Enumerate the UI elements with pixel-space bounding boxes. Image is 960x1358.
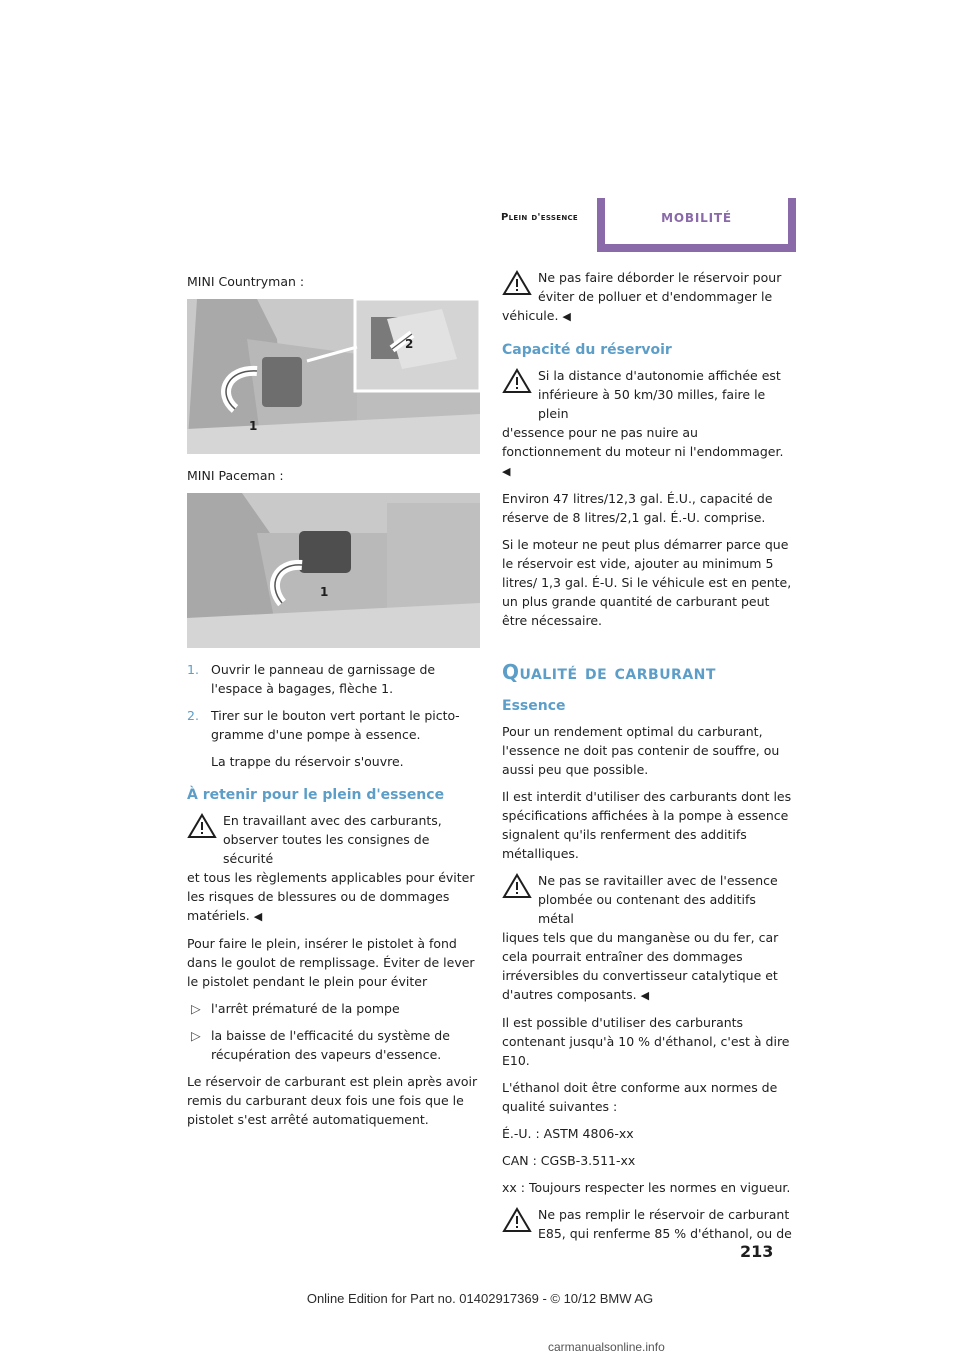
- end-mark: ◀: [562, 310, 571, 323]
- caption-countryman: MINI Countryman :: [187, 274, 305, 289]
- end-mark: ◀: [253, 910, 263, 923]
- bullet-arrow: ▷: [191, 1028, 201, 1043]
- page-number: 213: [740, 1242, 774, 1261]
- para-us: É.-U. : ASTM 4806-xx: [502, 1126, 634, 1141]
- para-ethanol: Il est possible d'utiliser des carburants contenant jusqu'à 10 % d'éthanol, c'est à dire E10.: [502, 1015, 790, 1068]
- warning-icon: [502, 873, 532, 899]
- heading-qualite: Qualité de carburant: [502, 660, 716, 684]
- step-2-result: La trappe du réservoir s'ouvre.: [211, 754, 404, 769]
- paceman-trunk-illustration: [187, 493, 480, 648]
- end-mark: ◀: [640, 989, 650, 1002]
- chapter-tab: [597, 198, 796, 252]
- para-environ: Environ 47 litres/12,3 gal. É.U., capacité de réserve de 8 litres/2,1 gal. É.-U. comprise.: [502, 491, 773, 525]
- warning-deborder: Ne pas faire déborder le réservoir pour éviter de polluer et d'endommager le véhicule. ◀: [502, 270, 782, 323]
- figure-label-2: 2: [405, 337, 414, 351]
- figure-paceman: [187, 493, 480, 648]
- chapter-title: MOBILITÉ: [605, 198, 788, 244]
- heading-retenir: À retenir pour le plein d'essence: [187, 787, 445, 803]
- heading-capacite: Capacité du réservoir: [502, 342, 672, 358]
- figure-label-1: 1: [320, 585, 329, 599]
- footer-edition: Online Edition for Part no. 01402917369 - © 10/12 BMW AG: [306, 1291, 654, 1306]
- left-column: [187, 272, 480, 1137]
- warning-autonomie: Si la distance d'autonomie affichée est inférieure à 50 km/30 milles, faire le plein d'essence pour ne pas nuire au fonctionnement du moteur ni l'endommager. ◀: [502, 368, 784, 478]
- bullet-2: ▷ la baisse de l'efficacité du système de récupération des vapeurs d'essence.: [191, 1028, 450, 1062]
- para-interdit: Il est interdit d'utiliser des carburants dont les spécifications affichées à la pompe à essence signalent qu'ils renferment des additifs métalliques.: [502, 789, 792, 861]
- warning-icon: [502, 1207, 532, 1233]
- running-header: Plein d'essence: [501, 212, 578, 223]
- figure-countryman: [187, 299, 480, 454]
- warning-icon: [502, 270, 532, 296]
- para-plein: Pour faire le plein, insérer le pistolet à fond dans le goulot de remplissage. Éviter de lever le pistolet pendant le plein pour éviter: [187, 936, 475, 989]
- para-normes: L'éthanol doit être conforme aux normes de qualité suivantes :: [502, 1080, 778, 1114]
- bullet-arrow: ▷: [191, 1001, 201, 1016]
- right-column: [502, 268, 795, 1251]
- step-2: 2. Tirer sur le bouton vert portant le pictogramme d'une pompe à essence.: [187, 708, 460, 742]
- bullet-1: ▷ l'arrêt prématuré de la pompe: [191, 1001, 400, 1016]
- heading-essence: Essence: [502, 698, 566, 714]
- warning-carburants: En travaillant avec des carburants, observer toutes les consignes de sécurité et tous les règlements applicables pour éviter les risques de blessures ou de dommages matériels. ◀: [187, 813, 475, 923]
- countryman-trunk-illustration: [187, 299, 480, 454]
- para-moteur: Si le moteur ne peut plus démarrer parce que le réservoir est vide, ajouter au minimum 5 litres/ 1,3 gal. É-U. Si le véhicule est en pente, un plus grande quantité de carburant peut être nécessaire.: [502, 537, 792, 628]
- warning-icon: [187, 813, 217, 839]
- para-rendement: Pour un rendement optimal du carburant, l'essence ne doit pas contenir de souffre, ou aussi peu que possible.: [502, 724, 780, 777]
- step-1: 1. Ouvrir le panneau de garnissage de l'espace à bagages, flèche 1.: [187, 662, 436, 696]
- figure-label-1: 1: [249, 419, 258, 433]
- caption-paceman: MINI Paceman :: [187, 468, 284, 483]
- warning-icon: [502, 368, 532, 394]
- para-xx: xx : Toujours respecter les normes en vigueur.: [502, 1180, 791, 1195]
- end-mark: ◀: [502, 465, 511, 478]
- watermark: carmanualsonline.info: [548, 1340, 665, 1354]
- para-can: CAN : CGSB-3.511-xx: [502, 1153, 636, 1168]
- warning-plombee: Ne pas se ravitailler avec de l'essence plombée ou contenant des additifs métal liques tels que du manganèse ou du fer, car cela pourrait entraîner des dommages irréversibles du convertisseur catalytique et d'autres composants. ◀: [502, 873, 779, 1002]
- para-reservoir-plein: Le réservoir de carburant est plein après avoir remis du carburant deux fois une fois que le pistolet s'est arrêté automatiquement.: [187, 1074, 478, 1127]
- warning-e85: Ne pas remplir le réservoir de carburant E85, qui renferme 85 % d'éthanol, ou de: [502, 1205, 795, 1243]
